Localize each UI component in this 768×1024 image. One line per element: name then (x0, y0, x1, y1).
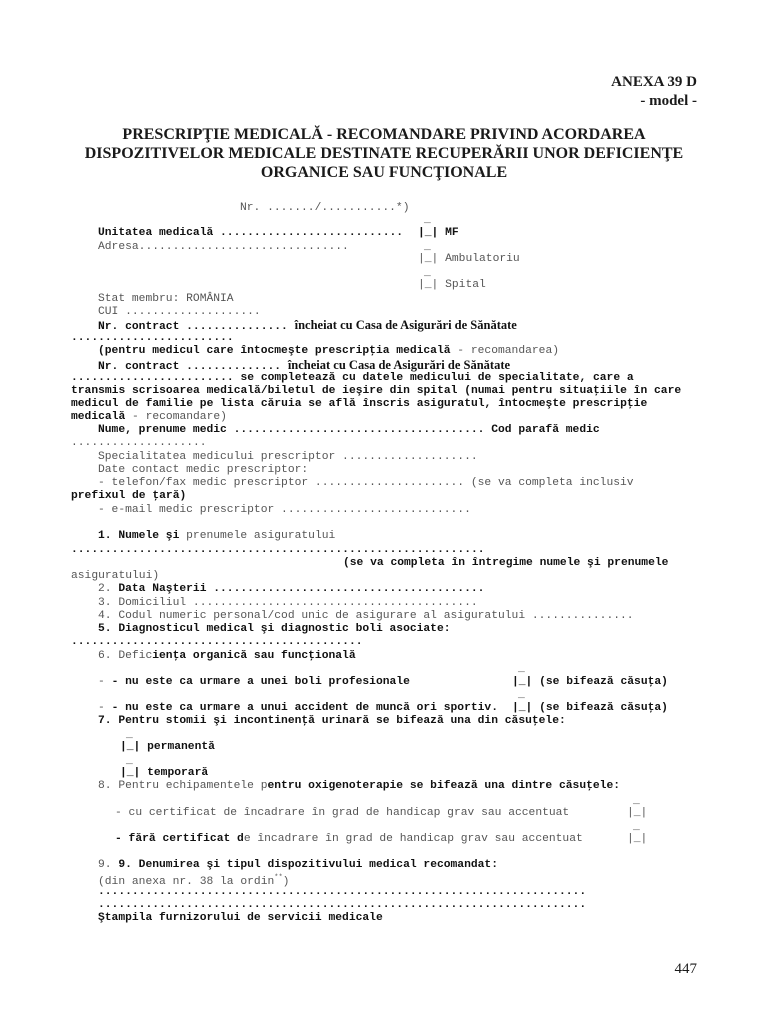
checkbox-mark: _ (633, 821, 640, 833)
without-certificate-bold: - fără certificat d (115, 833, 244, 845)
contract-dots-1: ........................ (71, 332, 234, 344)
transmis-line: transmis scrisoarea medicală/biletul de ieşire din spital (numai pentru situaţiile în care (71, 385, 682, 397)
medical-unit-label: Unitatea medicală ........................... (98, 227, 404, 239)
specialist-line (71, 372, 634, 385)
item-7: 7. Pentru stomii şi incontinenţă urinară se bifează una din căsuţele: (98, 715, 566, 727)
doctor-note-rest: - recomandarea) (450, 345, 559, 357)
item-9: 9. 9. Denumirea şi tipul dispozitivului medical recomandat: (98, 859, 498, 871)
permanent-checkbox[interactable] (120, 741, 215, 754)
checkbox-box: |_| (418, 253, 439, 265)
dots-line-1: ........................................................................ (98, 886, 587, 898)
recommendation-bold: medicală (71, 411, 126, 423)
ambulatoriu-checkbox[interactable] (418, 253, 520, 266)
checkbox-box: |_| (418, 279, 439, 291)
title-line-1: PRESCRIPŢIE MEDICALĂ - RECOMANDARE PRIVIND ACORDAREA (122, 126, 646, 143)
checkbox-mark: _ (518, 663, 525, 675)
item-2-number: 2. (98, 583, 119, 595)
specialist-dots: ........................ (71, 372, 234, 384)
with-certificate: - cu certificat de încadrare în grad de handicap grav sau accentuat (115, 807, 570, 819)
checkbox-mark: _ (424, 241, 431, 253)
item-1-note: (se va completa în întregime numele şi prenumele (343, 557, 669, 569)
title-line-2: DISPOZITIVELOR MEDICALE DESTINATE RECUPERĂRII UNOR DEFICIENŢE (84, 145, 684, 162)
checkbox-box: |_| (120, 741, 141, 753)
item-6-start: 6. Defic (98, 650, 153, 662)
email-field: - e-mail medic prescriptor ............................ (98, 504, 471, 516)
item-8 (98, 780, 620, 793)
contract-cas-2: încheiat cu Casa de Asigurări de Sănătate (287, 358, 511, 372)
without-certificate (115, 833, 583, 846)
tick-instruction: (se bifează căsuţa) (539, 676, 668, 688)
contract-number-2: Nr. contract .............. (98, 361, 282, 373)
checkbox-mark: _ (633, 795, 640, 807)
mf-label: MF (445, 227, 459, 239)
without-certificate-rest: e încadrare în grad de handicap grav sau accentuat (243, 833, 583, 845)
temporary-checkbox[interactable] (120, 767, 208, 780)
recommendation-line (71, 411, 227, 424)
accident-checkbox[interactable] (512, 702, 668, 715)
item-1-bold: 1. Numele şi (98, 530, 180, 542)
item-8-start: 8. Pentru echipamentele p (98, 780, 268, 792)
spital-label: Spital (445, 279, 486, 291)
provider-stamp: Ştampila furnizorului de servicii medicale (98, 912, 383, 924)
doctor-name-dots: .................... (71, 437, 207, 449)
annex-model: - model - (640, 93, 697, 109)
tick-instruction: (se bifează căsuţa) (539, 702, 668, 714)
item-2-text: Data Naşterii ........................................ (118, 583, 485, 595)
recommendation-rest: - recomandare) (125, 411, 227, 423)
dots-line-2: ........................................................................ (98, 899, 587, 911)
item-9-close: ) (282, 875, 290, 888)
item-1-dots: ............................................................. (71, 544, 485, 556)
item-2 (98, 583, 484, 596)
family-doctor-line: medicul de familie pe lista căruia se află înscris asiguratul, întocmeşte prescripţie (71, 398, 648, 410)
document-title (60, 125, 708, 182)
item-5: 5. Diagnosticul medical şi diagnostic boli asociate: (98, 623, 451, 635)
no-accident: - - nu este ca urmare a unui accident de muncă ori sportiv. (98, 702, 498, 714)
title-line-3: ORGANICE SAU FUNCŢIONALE (260, 164, 508, 181)
checkbox-mark: _ (424, 214, 431, 226)
occupational-checkbox[interactable] (512, 676, 668, 689)
specialist-text: se completează cu datele medicului de specialitate, care a (233, 372, 634, 384)
cui-field: CUI .................... (98, 306, 261, 318)
mf-checkbox[interactable] (418, 227, 459, 240)
spital-checkbox[interactable] (418, 279, 486, 292)
without-certificate-checkbox[interactable]: |_| (627, 833, 648, 845)
item-1-note-end: asiguratului) (71, 570, 160, 582)
doctor-note (98, 345, 559, 358)
ambulatoriu-label: Ambulatoriu (445, 253, 520, 265)
prefix-note: prefixul de ţară) (71, 490, 187, 502)
checkbox-box: |_| (120, 767, 141, 779)
address-label: Adresa............................... (98, 241, 349, 253)
contract-cas-1: încheiat cu Casa de Asigurări de Sănătate (294, 318, 517, 332)
prescription-number: Nr. ......./...........*) (240, 202, 410, 214)
contact-label: Date contact medic prescriptor: (98, 464, 309, 476)
item-6 (98, 650, 356, 663)
annex-label: ANEXA 39 D (611, 74, 697, 90)
doctor-note-bold: (pentru medicul care întocmeşte prescripţia medicală (98, 345, 451, 357)
item-9-text: 9. Denumirea şi tipul dispozitivului medical recomandat: (118, 859, 498, 871)
phone-field: - telefon/fax medic prescriptor ...................... (se va completa inclusiv (98, 477, 634, 489)
checkbox-box: |_| (512, 676, 533, 688)
member-state: Stat membru: ROMÂNIA (98, 293, 234, 305)
item-8-rest: entru oxigenoterapie se bifează una dintre căsuţele: (267, 780, 621, 792)
annex-header (611, 73, 697, 111)
doctor-name-field: Nume, prenume medic ..................................... Cod parafă medic (98, 424, 600, 436)
item-5-dots: ........................................... (71, 636, 363, 648)
temporary-label: temporară (147, 767, 209, 779)
specialty-field: Specialitatea medicului prescriptor .................... (98, 451, 478, 463)
checkbox-mark: _ (424, 267, 431, 279)
permanent-label: permanentă (147, 741, 215, 753)
no-accident-text: - nu este ca urmare a unui accident de muncă ori sportiv. (111, 702, 498, 714)
page-number: 447 (674, 961, 697, 977)
checkbox-mark: _ (126, 729, 133, 741)
item-9-sup: ** (274, 874, 283, 882)
item-1 (98, 530, 335, 543)
no-occupational-text: - nu este ca urmare a unei boli profesionale (111, 676, 410, 688)
with-certificate-checkbox[interactable]: |_| (627, 807, 648, 819)
item-6-rest: ienţa organică sau funcţională (152, 650, 356, 662)
item-4: 4. Codul numeric personal/cod unic de asigurare al asiguratului ............... (98, 610, 634, 622)
item-1-rest: prenumele asiguratului (179, 530, 336, 542)
checkbox-mark: _ (126, 755, 133, 767)
checkbox-mark: _ (518, 689, 525, 701)
checkbox-box: |_| (418, 227, 439, 239)
no-occupational-disease: - - nu este ca urmare a unei boli profesionale (98, 676, 410, 688)
checkbox-box: |_| (512, 702, 533, 714)
contract-number-1: Nr. contract ............... (98, 321, 288, 333)
item-9-annex-text: (din anexa nr. 38 la ordin (98, 875, 275, 888)
item-3: 3. Domiciliul .......................................... (98, 597, 478, 609)
